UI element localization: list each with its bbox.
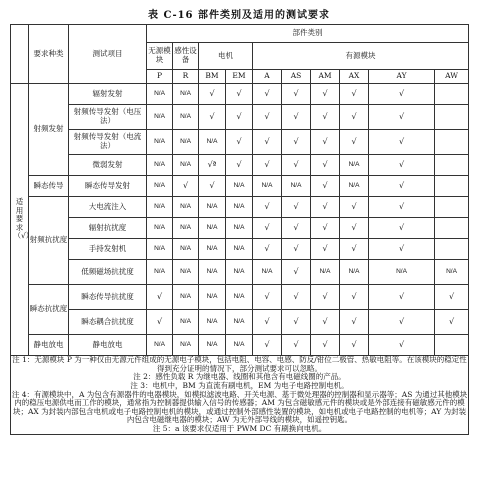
requirement-group: 静电放电	[29, 335, 69, 356]
requirement-cell: N/A	[199, 285, 226, 310]
requirement-cell: N/A	[173, 197, 199, 218]
table-row	[11, 285, 469, 310]
requirement-cell: √	[311, 155, 340, 176]
requirement-cell: √	[226, 84, 253, 105]
active-module-header: 有源模块	[253, 43, 469, 70]
requirement-cell: √	[199, 176, 226, 197]
requirement-cell: √	[282, 130, 311, 155]
requirement-cell: N/A	[226, 335, 253, 356]
code-a: A	[253, 70, 282, 84]
requirement-cell: N/A	[173, 130, 199, 155]
requirement-cell: √	[311, 218, 340, 239]
requirement-cell: √	[311, 84, 340, 105]
requirement-cell: √	[311, 105, 340, 130]
requirement-cell	[435, 155, 469, 176]
requirement-cell	[435, 197, 469, 218]
requirement-group: 瞬态抗扰度	[29, 285, 69, 335]
requirement-cell: √	[435, 310, 469, 335]
table-row	[11, 260, 469, 285]
requirement-group: 射频发射	[29, 84, 69, 176]
test-item: 微弱发射	[69, 155, 147, 176]
requirement-cell: √	[282, 260, 311, 285]
requirement-cell	[435, 176, 469, 197]
requirement-cell	[435, 239, 469, 260]
requirement-cell: N/A	[369, 260, 435, 285]
requirement-cell: N/A	[226, 310, 253, 335]
test-item: 辐射抗扰度	[69, 218, 147, 239]
requirement-cell: N/A	[199, 130, 226, 155]
requirement-cell: N/A	[226, 197, 253, 218]
requirement-cell: N/A	[311, 260, 340, 285]
test-item-header: 测试项目	[69, 25, 147, 84]
inductive-device-header: 感性设备	[173, 43, 199, 70]
requirement-cell: √	[340, 130, 369, 155]
code-r: R	[173, 70, 199, 84]
table-body	[11, 84, 469, 356]
code-ay: AY	[369, 70, 435, 84]
requirement-cell: N/A	[226, 176, 253, 197]
requirement-cell: N/A	[173, 84, 199, 105]
requirement-cell: √	[282, 155, 311, 176]
requirement-cell	[435, 84, 469, 105]
code-aw: AW	[435, 70, 469, 84]
requirement-cell: √	[369, 105, 435, 130]
requirement-type-header: 要求种类	[29, 25, 69, 84]
requirements-table	[10, 24, 469, 435]
requirement-cell: √	[282, 84, 311, 105]
requirement-cell: √	[147, 285, 173, 310]
requirement-cell: √	[147, 310, 173, 335]
code-em: EM	[226, 70, 253, 84]
requirement-cell: N/A	[199, 335, 226, 356]
test-item: 瞬态传导发射	[69, 176, 147, 197]
table-row	[11, 218, 469, 239]
requirement-cell: √	[340, 197, 369, 218]
requirement-cell: √	[173, 176, 199, 197]
note-3: 注 3：电机中，BM 为直流有刷电机，EM 为电子电路控制电机。	[130, 380, 349, 390]
requirement-cell: N/A	[147, 335, 173, 356]
requirement-cell: N/A	[173, 239, 199, 260]
requirement-cell: √	[253, 310, 282, 335]
requirement-cell: √	[311, 285, 340, 310]
code-am: AM	[311, 70, 340, 84]
requirement-cell: √	[253, 105, 282, 130]
requirement-cell: √	[340, 105, 369, 130]
requirement-cell: √	[369, 239, 435, 260]
requirement-cell: √	[340, 285, 369, 310]
requirement-cell: √	[311, 239, 340, 260]
requirement-cell: √	[369, 285, 435, 310]
requirement-cell: √	[369, 335, 435, 356]
requirement-cell: √	[340, 218, 369, 239]
test-item: 射频传导发射（电压法）	[69, 105, 147, 130]
requirement-cell: N/A	[173, 335, 199, 356]
note-5: 注 5：a 该要求仅适用于 PWM DC 有刷换向电机。	[152, 424, 327, 433]
test-item: 低频磁场抗扰度	[69, 260, 147, 285]
applicability-column: 适用要求（√）	[11, 84, 29, 356]
requirement-cell: N/A	[147, 197, 173, 218]
requirement-cell: N/A	[173, 218, 199, 239]
requirement-cell: N/A	[147, 84, 173, 105]
test-item: 静电放电	[69, 335, 147, 356]
requirement-cell: √	[340, 84, 369, 105]
requirement-cell: N/A	[147, 260, 173, 285]
requirement-cell: N/A	[340, 176, 369, 197]
requirement-cell: √	[340, 335, 369, 356]
requirement-cell: N/A	[199, 310, 226, 335]
requirement-cell: √	[226, 155, 253, 176]
requirement-cell: √	[311, 197, 340, 218]
table-title: 表 C-16 部件类别及适用的测试要求	[148, 10, 330, 21]
requirement-cell: √	[253, 84, 282, 105]
note-2: 注 2：感性负载 R 为继电器、线圈和其他含有电磁线圈的产品。	[133, 372, 346, 382]
requirement-cell: √	[226, 105, 253, 130]
requirement-cell: √	[253, 155, 282, 176]
requirement-cell: √	[311, 310, 340, 335]
requirement-cell: √	[253, 335, 282, 356]
test-item: 瞬态传导抗扰度	[69, 285, 147, 310]
requirement-cell: N/A	[435, 260, 469, 285]
notes-cell	[11, 356, 469, 435]
requirement-cell: N/A	[226, 239, 253, 260]
requirement-cell: √	[340, 310, 369, 335]
requirement-cell: N/A	[282, 176, 311, 197]
requirement-cell: √	[253, 285, 282, 310]
requirement-cell: √	[282, 197, 311, 218]
requirement-cell: √	[253, 218, 282, 239]
requirement-cell: N/A	[253, 260, 282, 285]
requirement-cell	[435, 105, 469, 130]
table-row	[11, 239, 469, 260]
requirement-cell: √	[369, 130, 435, 155]
requirement-cell: √	[369, 155, 435, 176]
table-row	[11, 84, 469, 105]
requirement-cell: √	[199, 84, 226, 105]
test-item: 瞬态耦合抗扰度	[69, 310, 147, 335]
requirement-cell: √ª	[199, 155, 226, 176]
test-item: 大电流注入	[69, 197, 147, 218]
requirement-cell: N/A	[173, 285, 199, 310]
applicability-label	[11, 25, 29, 84]
requirement-cell: √	[282, 335, 311, 356]
table-row	[11, 197, 469, 218]
requirement-cell: √	[282, 105, 311, 130]
requirement-cell: N/A	[340, 155, 369, 176]
requirement-cell: √	[282, 218, 311, 239]
requirement-cell: N/A	[253, 176, 282, 197]
code-bm: BM	[199, 70, 226, 84]
requirement-cell: N/A	[340, 260, 369, 285]
requirement-group: 射频抗扰度	[29, 197, 69, 285]
requirement-cell: N/A	[147, 218, 173, 239]
requirement-cell: N/A	[199, 260, 226, 285]
requirement-cell: √	[340, 239, 369, 260]
requirement-cell: N/A	[173, 155, 199, 176]
requirement-cell: √	[199, 105, 226, 130]
passive-module-header: 无源模块	[147, 43, 173, 70]
table-row	[11, 335, 469, 356]
requirement-cell: √	[311, 335, 340, 356]
note-4: 注 4：有源模块中，A 为包含有源器件的电器模块，如模拟滤波电路、开关电源、基于微处理器的控制器和显示器等；AS 为通过其他模块内的稳压电源供电而工作的模块，通常指为控制器提供输入信号的传感器；AM 为包含磁敏感元件的模块或是外部连接有磁敏感元件的模块；AX 为封装内部包含电机或电子电路控制电机的模块，或通过控制外部感性装置的模块，如电机或电子电路控制的电机等；AY 为封装内包含电磁继电器的模块；AW 为无外部导线的模块，如遥控钥匙。	[11, 389, 468, 425]
requirement-cell: √	[253, 130, 282, 155]
requirement-cell: √	[226, 130, 253, 155]
requirement-cell	[435, 218, 469, 239]
requirement-cell: N/A	[147, 130, 173, 155]
table-row	[11, 155, 469, 176]
table-row	[11, 176, 469, 197]
requirement-cell: N/A	[147, 105, 173, 130]
requirement-cell: N/A	[226, 260, 253, 285]
test-item: 辐射发射	[69, 84, 147, 105]
component-class-header: 部件类别	[147, 25, 469, 43]
requirement-cell: N/A	[173, 260, 199, 285]
code-ax: AX	[340, 70, 369, 84]
requirement-cell: √	[253, 239, 282, 260]
requirement-cell: N/A	[147, 176, 173, 197]
requirement-cell: N/A	[147, 155, 173, 176]
test-item: 射频传导发射（电流法）	[69, 130, 147, 155]
requirement-cell: √	[282, 285, 311, 310]
requirement-cell: N/A	[199, 197, 226, 218]
requirement-cell: N/A	[199, 218, 226, 239]
requirement-group: 瞬态传导	[29, 176, 69, 197]
requirement-cell: √	[282, 310, 311, 335]
table-row	[11, 310, 469, 335]
requirement-cell: N/A	[226, 285, 253, 310]
code-as: AS	[282, 70, 311, 84]
motor-header: 电机	[199, 43, 253, 70]
requirement-cell	[435, 335, 469, 356]
code-p: P	[147, 70, 173, 84]
requirement-cell: √	[369, 176, 435, 197]
requirement-cell: N/A	[173, 105, 199, 130]
requirement-cell: √	[253, 197, 282, 218]
requirement-cell: √	[311, 176, 340, 197]
requirement-cell: N/A	[199, 239, 226, 260]
table-row	[11, 105, 469, 130]
requirement-cell: √	[311, 130, 340, 155]
requirement-cell: √	[369, 218, 435, 239]
table-row	[11, 130, 469, 155]
requirement-cell: √	[369, 310, 435, 335]
requirement-cell: √	[282, 239, 311, 260]
requirement-cell	[435, 130, 469, 155]
note-1: 注 1：无源模块 P 为一种仅由无源元件组成的无源电子模块，包括电阻、电容、电感、防反/钳位二极管、热敏电阻等。在该模块的稳定性得到充分证明的情况下，部分测试要求可以忽略。	[12, 355, 467, 373]
requirement-cell: √	[435, 285, 469, 310]
requirement-cell: √	[369, 197, 435, 218]
requirement-cell: N/A	[226, 218, 253, 239]
requirement-cell: √	[369, 84, 435, 105]
test-item: 手持发射机	[69, 239, 147, 260]
requirement-cell: N/A	[147, 239, 173, 260]
requirement-cell: N/A	[173, 310, 199, 335]
